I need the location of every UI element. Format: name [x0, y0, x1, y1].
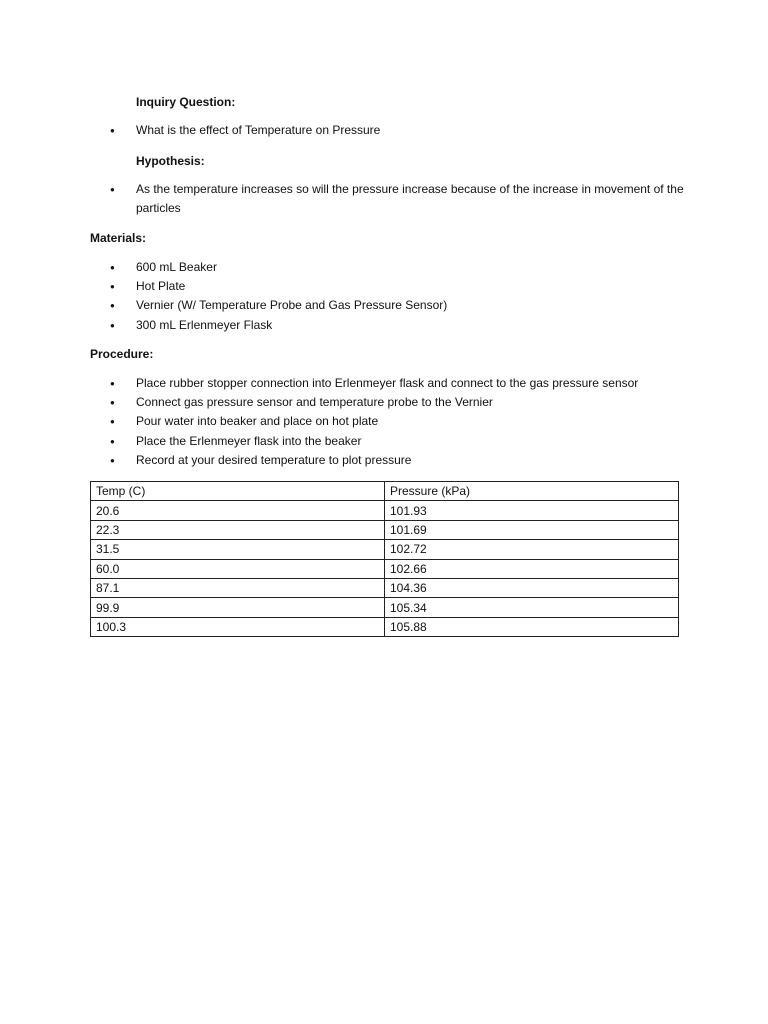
table-cell-pressure: 101.93 [385, 501, 679, 520]
table-cell-temp: 60.0 [91, 559, 385, 578]
list-item: ● Connect gas pressure sensor and temperature probe to the Vernier [110, 393, 690, 412]
materials-list [110, 258, 690, 335]
inquiry-list [110, 121, 690, 140]
table-cell-temp: 99.9 [91, 598, 385, 617]
table-row [91, 520, 679, 539]
table-cell-pressure: 105.34 [385, 598, 679, 617]
table-header-pressure: Pressure (kPa) [385, 482, 679, 501]
materials-heading: Materials: [90, 231, 147, 245]
table-header-row [91, 482, 679, 501]
table-cell-temp: 100.3 [91, 617, 385, 636]
table-cell-pressure: 104.36 [385, 578, 679, 597]
table-row [91, 578, 679, 597]
list-item: ● Hot Plate [110, 277, 690, 296]
table-cell-temp: 20.6 [91, 501, 385, 520]
list-item: ● As the temperature increases so will the pressure increase because of the increase in movement of the particles [110, 180, 685, 218]
table-row [91, 559, 679, 578]
table-cell-pressure: 105.88 [385, 617, 679, 636]
table-row [91, 501, 679, 520]
list-item: ● 600 mL Beaker [110, 258, 690, 277]
hypothesis-list [110, 180, 685, 218]
temp-pressure-table [90, 481, 679, 637]
table-row [91, 598, 679, 617]
list-item: ● Pour water into beaker and place on hot plate [110, 412, 690, 431]
list-item: ● 300 mL Erlenmeyer Flask [110, 316, 690, 335]
table-cell-pressure: 102.66 [385, 559, 679, 578]
table-cell-temp: 22.3 [91, 520, 385, 539]
table-header-temp: Temp (C) [91, 482, 385, 501]
table-cell-temp: 31.5 [91, 540, 385, 559]
list-item: ● Place the Erlenmeyer flask into the beaker [110, 432, 690, 451]
table-cell-pressure: 102.72 [385, 540, 679, 559]
list-item: ● Place rubber stopper connection into Erlenmeyer flask and connect to the gas pressure sensor [110, 374, 690, 393]
procedure-list [110, 374, 690, 470]
list-item: ● What is the effect of Temperature on Pressure [110, 121, 690, 140]
table-cell-temp: 87.1 [91, 578, 385, 597]
table-row [91, 617, 679, 636]
table-cell-pressure: 101.69 [385, 520, 679, 539]
table-row [91, 540, 679, 559]
list-item: ● Vernier (W/ Temperature Probe and Gas Pressure Sensor) [110, 296, 690, 315]
list-item: ● Record at your desired temperature to plot pressure [110, 451, 690, 470]
hypothesis-heading: Hypothesis: [136, 154, 205, 168]
inquiry-heading: Inquiry Question: [136, 95, 236, 109]
procedure-heading: Procedure: [90, 347, 154, 361]
